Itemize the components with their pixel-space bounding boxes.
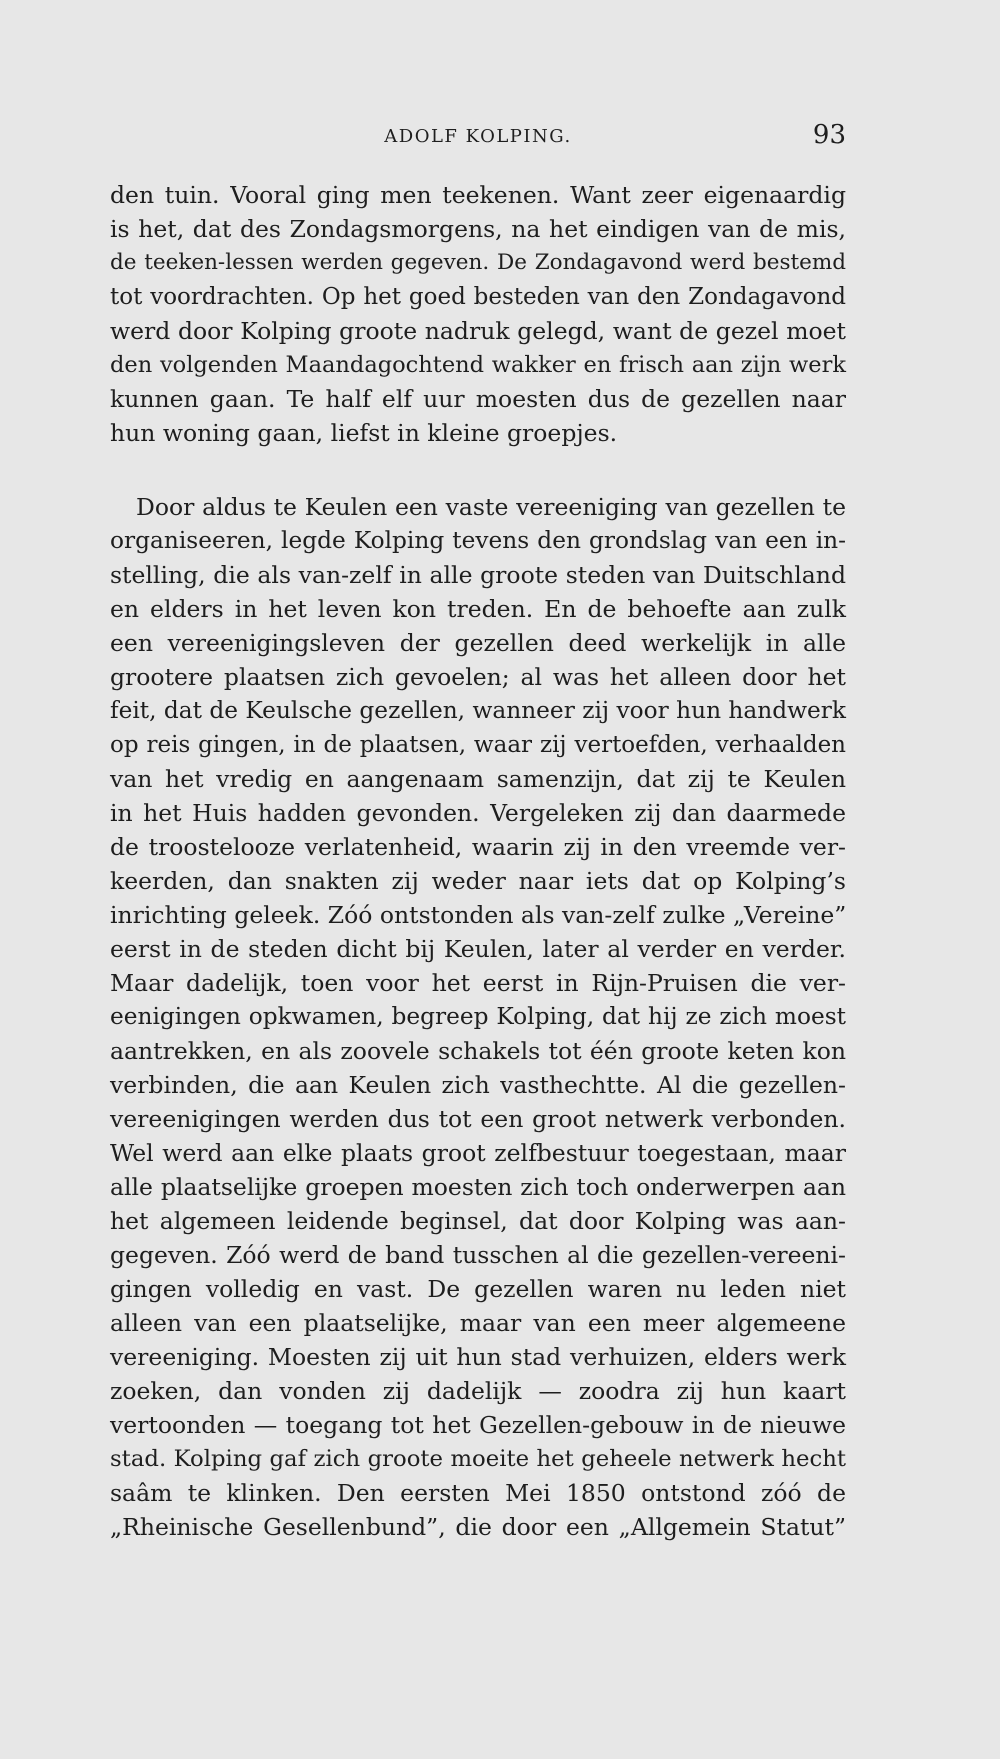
running-head: ADOLF KOLPING. (384, 126, 572, 147)
text-line: alle plaatselijke groepen moesten zich toch onderwerpen aan (110, 1173, 846, 1201)
text-line: saâm te klinken. Den eersten Mei 1850 ontstond zóó de (110, 1479, 846, 1507)
paragraph-2 (110, 490, 846, 1544)
text-line: van het vredig en aangenaam samenzijn, dat zij te Keulen (110, 765, 846, 793)
text-line: inrichting geleek. Zóó ontstonden als van-zelf zulke „Vereine” (110, 901, 847, 929)
text-line: vereeniging. Moesten zij uit hun stad verhuizen, elders werk (110, 1343, 846, 1371)
text-line: de troostelooze verlatenheid, waarin zij in den vreemde ver- (110, 833, 846, 861)
text-line: eenigingen opkwamen, begreep Kolping, dat hij ze zich moest (110, 1003, 846, 1030)
text-line: op reis gingen, in de plaatsen, waar zij vertoefden, verhaalden (110, 732, 846, 758)
text-line: keerden, dan snakten zij weder naar iets dat op Kolping’s (110, 867, 846, 895)
text-line: verbinden, die aan Keulen zich vasthechtte. Al die gezellen- (110, 1071, 846, 1099)
text-line: „Rheinische Gesellenbund”, die door een „Allgemein Statut” (110, 1513, 846, 1541)
text-line: kunnen gaan. Te half elf uur moesten dus de gezellen naar (110, 385, 846, 413)
text-line: stad. Kolping gaf zich groote moeite het geheele netwerk hecht (110, 1446, 846, 1472)
text-line: zoeken, dan vonden zij dadelijk — zoodra zij hun kaart (110, 1377, 846, 1405)
text-line: een vereenigingsleven der gezellen deed werkelijk in alle (110, 629, 846, 657)
text-line: grootere plaatsen zich gevoelen; al was het alleen door het (110, 663, 846, 691)
text-line: feit, dat de Keulsche gezellen, wanneer zij voor hun handwerk (110, 697, 846, 724)
body-text (110, 178, 846, 1544)
text-line: en elders in het leven kon treden. En de behoefte aan zulk (110, 595, 846, 623)
text-line: aantrekken, en als zoovele schakels tot één groote keten kon (110, 1037, 846, 1065)
text-line: vereenigingen werden dus tot een groot netwerk verbonden. (110, 1105, 846, 1133)
paragraph-spacer (110, 450, 846, 490)
paragraph-1 (110, 178, 846, 450)
text-line: Door aldus te Keulen een vaste vereeniging van gezellen te (136, 493, 846, 521)
text-line: tot voordrachten. Op het goed besteden van den Zondagavond (110, 284, 846, 310)
text-line: eerst in de steden dicht bij Keulen, later al verder en verder. (110, 935, 846, 963)
text-line: stelling, die als van-zelf in alle groote steden van Duitschland (110, 561, 846, 589)
text-line: werd door Kolping groote nadruk gelegd, want de gezel moet (110, 317, 846, 345)
text-line: den volgenden Maandagochtend wakker en frisch aan zijn werk (110, 352, 846, 378)
text-line: hun woning gaan, liefst in kleine groepjes. (110, 419, 618, 447)
text-line: gingen volledig en vast. De gezellen waren nu leden niet (110, 1275, 846, 1303)
text-line: is het, dat des Zondagsmorgens, na het eindigen van de mis, (110, 215, 846, 243)
text-line: in het Huis hadden gevonden. Vergeleken zij dan daarmede (110, 799, 846, 827)
text-line: gegeven. Zóó werd de band tusschen al die gezellen-vereeni- (110, 1241, 846, 1269)
text-line: de teeken-lessen werden gegeven. De Zondagavond werd bestemd (110, 250, 846, 275)
text-line: alleen van een plaatselijke, maar van een meer algemeene (110, 1309, 846, 1337)
text-line: den tuin. Vooral ging men teekenen. Want zeer eigenaardig (110, 181, 846, 209)
text-line: vertoonden — toegang tot het Gezellen-gebouw in de nieuwe (110, 1411, 846, 1439)
page-header (110, 118, 846, 158)
text-line: Wel werd aan elke plaats groot zelfbestuur toegestaan, maar (110, 1139, 846, 1167)
text-line: organiseeren, legde Kolping tevens den grondslag van een in- (110, 527, 846, 554)
text-line: Maar dadelijk, toen voor het eerst in Rijn-Pruisen die ver- (110, 969, 846, 997)
page-number: 93 (812, 120, 846, 150)
text-line: het algemeen leidende beginsel, dat door Kolping was aan- (110, 1207, 846, 1235)
